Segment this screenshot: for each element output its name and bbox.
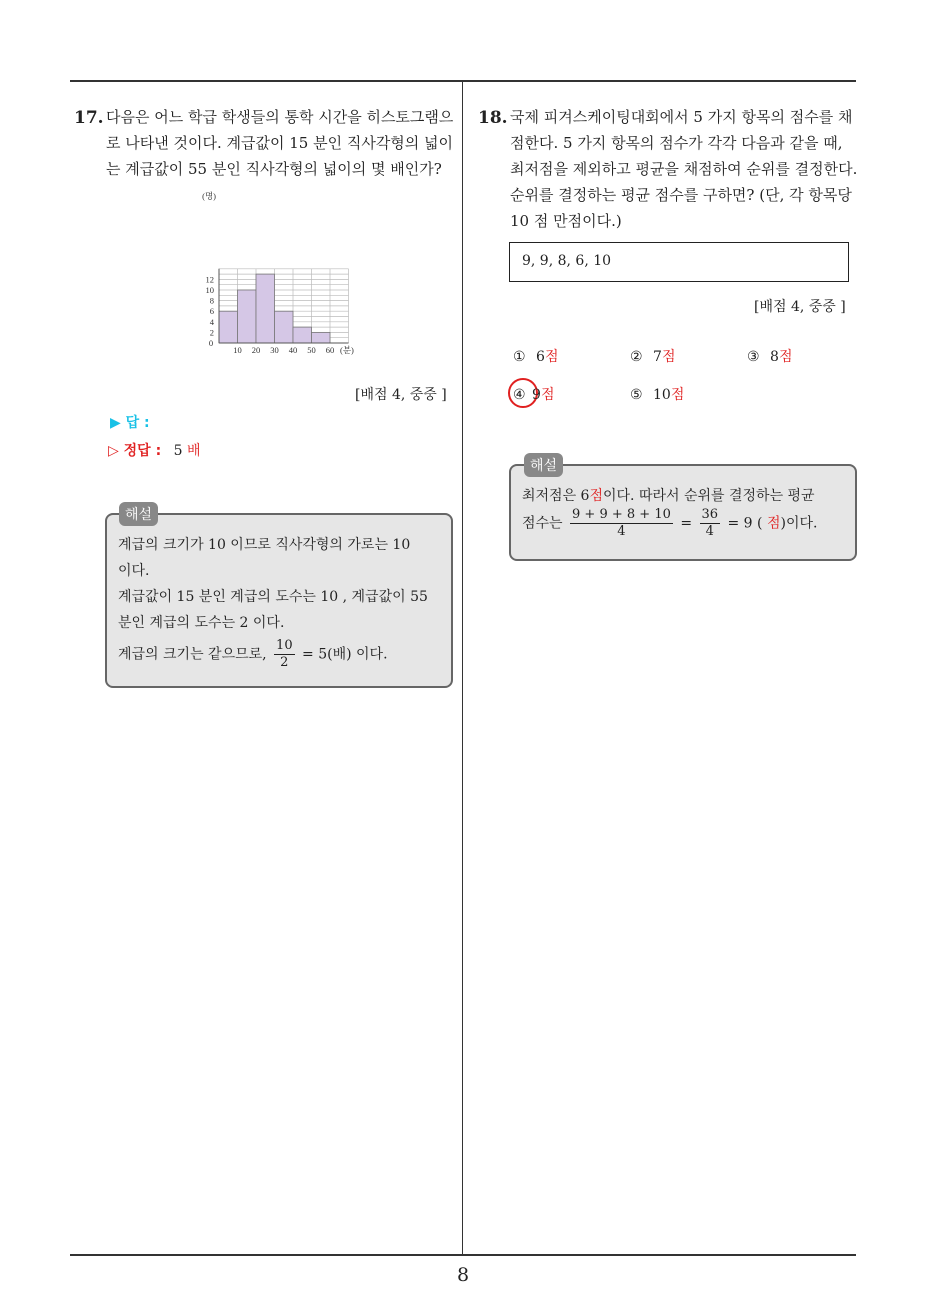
fraction-numerator: 36 [701, 507, 719, 522]
choice-5[interactable] [630, 384, 684, 404]
q18-line: 최저점을 제외하고 평균을 채점하여 순위를 결정한다. [510, 160, 858, 178]
fraction [274, 638, 295, 671]
histogram-bar [275, 311, 294, 343]
correct-value: 5 [173, 443, 183, 459]
bottom-rule [70, 1254, 856, 1256]
x-tick-label: 0 [208, 338, 214, 348]
y-tick-label: 6 [209, 306, 214, 317]
choice-unit: 점 [661, 349, 676, 365]
explain-line [522, 483, 852, 509]
q18-text [510, 104, 860, 234]
explain-suffix: = 5(배) 이다. [302, 646, 388, 663]
y-tick-label: 10 [205, 285, 214, 295]
histogram-bar [293, 327, 312, 343]
histogram-bar [312, 332, 331, 343]
explain-line: 계급값이 15 분인 계급의 도수는 10 , 계급값이 55 [118, 589, 428, 605]
x-tick-label: 40 [288, 345, 298, 355]
y-tick-label: 4 [209, 316, 214, 327]
fraction-sum [570, 507, 673, 540]
fraction-numerator: 10 [276, 638, 293, 653]
choice-4[interactable] [513, 384, 554, 404]
q18-line: 국제 피겨스케이팅대회에서 5 가지 항목의 점수를 채 [510, 108, 853, 126]
q18-line: 순위를 결정하는 평균 점수를 구하면? (단, 각 항목당 [510, 186, 852, 204]
explain-line: 분인 계급의 도수는 2 이다. [118, 615, 285, 631]
x-tick-label: 60 [325, 345, 335, 355]
explain-line: 이다. [118, 563, 150, 579]
explain-prefix: 점수는 [522, 515, 563, 532]
equals-sign: = [680, 515, 693, 532]
histogram [195, 185, 375, 365]
q18-line: 점한다. 5 가지 항목의 점수가 각각 다음과 같을 때, [510, 134, 843, 152]
top-rule [70, 80, 856, 82]
choice-3[interactable] [747, 346, 792, 366]
histogram-bar [219, 311, 238, 343]
fraction-numerator: 9 + 9 + 8 + 10 [572, 507, 671, 522]
y-tick-label: 8 [209, 295, 214, 306]
choice-1[interactable] [513, 346, 558, 366]
q18-score: [배점 4, 중중 ] [754, 299, 846, 315]
choice-mark: ① [513, 349, 526, 365]
correct-label: ▷ 정답 : [108, 443, 162, 459]
choice-mark: ② [630, 349, 643, 365]
q17-line: 는 계급값이 55 분인 직사각형의 넓이의 몇 배인가? [106, 160, 442, 178]
q18-number: 18. [478, 108, 508, 128]
correct-unit: 배 [187, 443, 201, 459]
choice-2[interactable] [630, 346, 675, 366]
explain-text-part: 이다. 따라서 순위를 결정하는 평균 [603, 488, 815, 504]
q17-number: 17. [74, 108, 104, 128]
y-tick-label: 12 [205, 274, 214, 285]
explain-line-fraction [522, 507, 852, 540]
explain-red-unit: 점 [766, 515, 781, 532]
histogram-bar [238, 290, 257, 343]
fraction-denominator: 4 [617, 524, 626, 539]
x-tick-label: 10 [233, 345, 242, 355]
explain-result-end: )이다. [780, 515, 818, 532]
q17-answer-line [110, 412, 150, 432]
q18-explain-tag: 해설 [524, 453, 563, 477]
choice-value: 6 [536, 349, 545, 365]
choice-mark: ③ [747, 349, 760, 365]
choice-value: 9 [532, 387, 541, 403]
choice-unit: 점 [670, 387, 685, 403]
x-unit-label: (분) [340, 345, 354, 355]
q17-correct-line [108, 440, 201, 460]
answer-label: ▶ 답 : [110, 415, 150, 431]
explain-line-fraction [118, 638, 448, 671]
column-divider [462, 80, 463, 1256]
y-tick-label: 2 [209, 327, 214, 338]
x-tick-label: 50 [307, 345, 316, 355]
y-unit-label: (명) [202, 191, 216, 201]
choice-value: 10 [653, 387, 671, 403]
explain-prefix: 계급의 크기는 같으므로, [118, 646, 267, 663]
choice-value: 8 [770, 349, 779, 365]
x-tick-label: 20 [251, 345, 261, 355]
choice-value: 7 [653, 349, 662, 365]
fraction-total [700, 507, 721, 540]
choice-unit: 점 [778, 349, 793, 365]
fraction-denominator: 2 [280, 655, 289, 670]
histogram-bar [256, 274, 275, 343]
choice-unit: 점 [544, 349, 559, 365]
explain-result: = 9 ( [727, 515, 763, 532]
q17-line: 다음은 어느 학급 학생들의 통학 시간을 히스토그램으 [106, 108, 454, 126]
scores-value: 9, 9, 8, 6, 10 [522, 253, 612, 269]
q17-score: [배점 4, 중중 ] [355, 387, 447, 403]
explain-line: 계급의 크기가 10 이므로 직사각형의 가로는 10 [118, 537, 411, 553]
x-tick-label: 30 [270, 345, 279, 355]
choice-mark: ④ [513, 387, 526, 403]
fraction-denominator: 4 [705, 524, 714, 539]
explain-red-unit: 점 [589, 488, 603, 504]
choice-mark: ⑤ [630, 387, 643, 403]
q18-line: 10 점 만점이다.) [510, 212, 622, 230]
q17-explanation [118, 532, 448, 671]
q17-text [106, 104, 456, 182]
q18-explanation [522, 483, 852, 540]
scores-box [509, 242, 849, 282]
q17-line: 로 나타낸 것이다. 계급값이 15 분인 직사각형의 넓이 [106, 134, 454, 152]
explain-text-part: 최저점은 6 [522, 488, 590, 504]
q17-explain-tag: 해설 [119, 502, 158, 526]
choice-unit: 점 [540, 387, 555, 403]
page-number: 8 [456, 1264, 470, 1286]
